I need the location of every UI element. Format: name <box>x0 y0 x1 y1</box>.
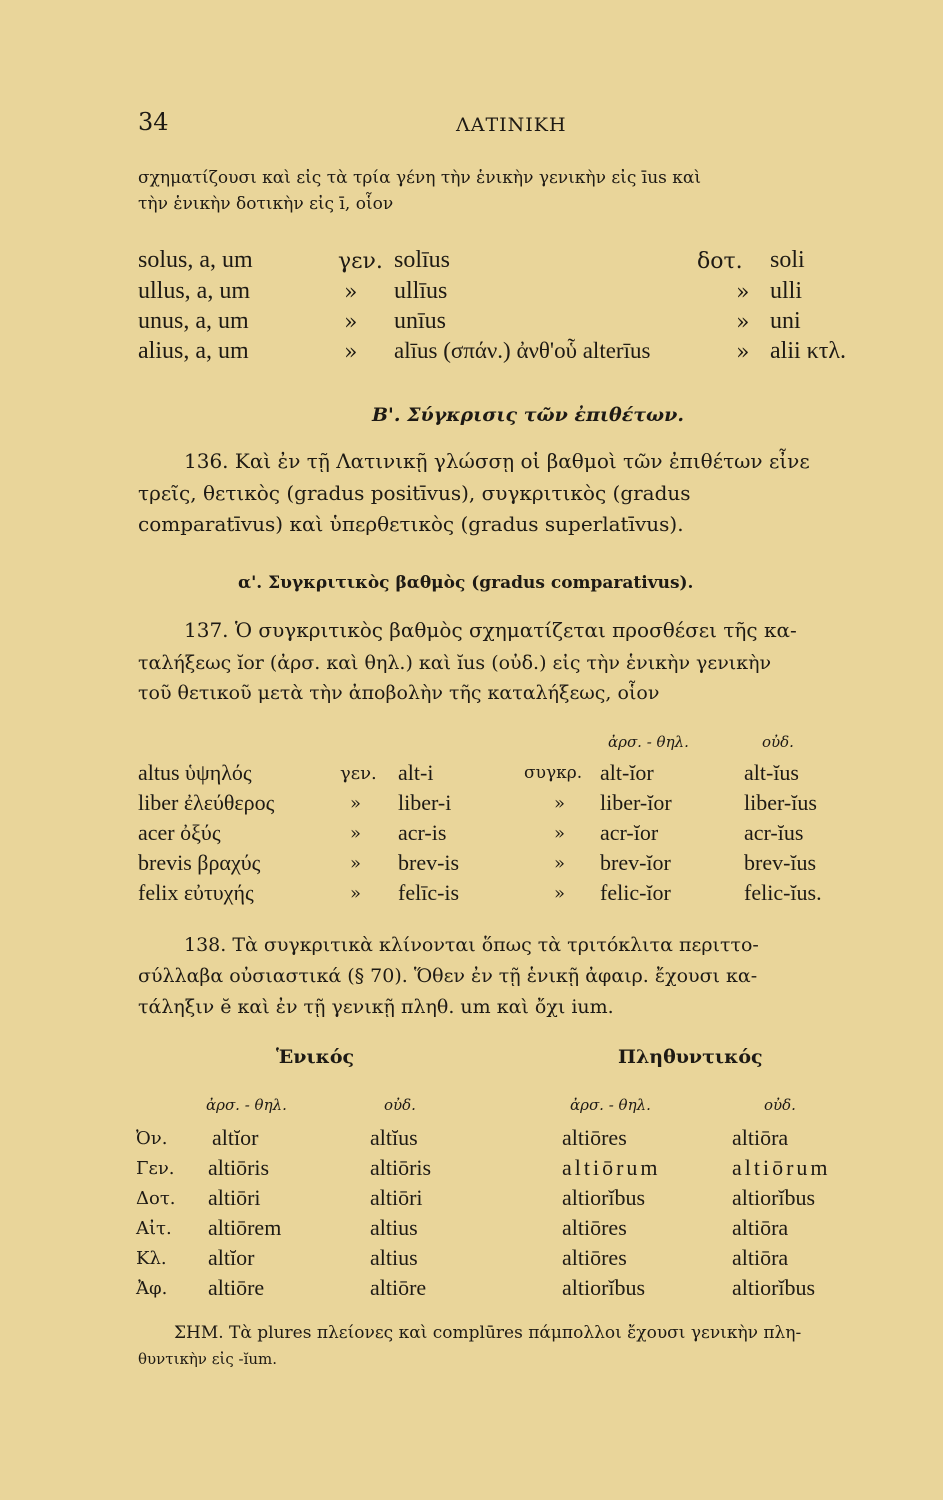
plural-mf-form: altiōres <box>562 1125 627 1150</box>
plural-n-form: altiōra <box>732 1215 789 1240</box>
singular-mf-form: altiōre <box>208 1275 265 1300</box>
comparative-mf-cell: acr-ĭor <box>600 820 659 845</box>
genitive-cell: alt-i <box>398 760 434 785</box>
para-136-line-3: comparatīvus) καὶ ὑπερθετικὸς (gradus superlatīvus). <box>138 512 684 536</box>
plural-neuter-head: οὐδ. <box>764 1096 796 1114</box>
plural-heading: Πληθυντικός <box>618 1046 763 1068</box>
singular-masc-fem-head: ἀρσ. - θηλ. <box>206 1096 287 1114</box>
plural-n-form: altiōra <box>732 1245 789 1270</box>
case-label: Ὀν. <box>136 1128 168 1149</box>
gen-label-cell: » <box>350 853 362 874</box>
page-number: 34 <box>138 108 169 136</box>
comparative-n-cell: felic-ĭus. <box>744 880 822 905</box>
pronoun-gen-label: γεν. <box>338 249 383 274</box>
case-label: Κλ. <box>136 1248 167 1269</box>
plural-masc-fem-head: ἀρσ. - θηλ. <box>570 1096 651 1114</box>
pronoun-nom: alius, a, um <box>138 338 249 364</box>
genitive-cell: brev-is <box>398 850 460 875</box>
para-138-line-2: σύλλαβα οὐσιαστικά (§ 70). Ὅθεν ἐν τῇ ἑνικῇ ἀφαιρ. ἔχουσι κα- <box>138 965 758 987</box>
column-head-neuter: οὐδ. <box>762 733 794 751</box>
adjective-cell: acer ὀξύς <box>138 820 221 845</box>
pronoun-gen: unīus <box>394 308 447 334</box>
comparative-n-cell: alt-ĭus <box>744 760 799 785</box>
adjective-cell: brevis βραχύς <box>138 850 261 875</box>
singular-mf-form: altiōri <box>208 1185 261 1210</box>
pronoun-dat: ulli <box>770 278 803 304</box>
pronoun-gen: alīus (σπάν.) ἀνθ'οὗ alterīus <box>394 338 651 363</box>
pronoun-dat-label: δοτ. <box>697 249 743 274</box>
plural-mf-form: altiorĭbus <box>562 1185 646 1210</box>
comparative-n-cell: acr-ĭus <box>744 820 804 845</box>
singular-mf-form: altiōrem <box>208 1215 282 1240</box>
para-137-line-1: 137. Ὁ συγκριτικὸς βαθμὸς σχηματίζεται προσθέσει τῆς κα- <box>184 618 797 642</box>
singular-mf-form: altĭor <box>212 1125 259 1150</box>
para-138-line-3: τάληξιν ĕ καὶ ἐν τῇ γενικῇ πληθ. um καὶ ὄχι ium. <box>138 996 614 1018</box>
footnote-line-2: θυντικὴν εἰς -ĭum. <box>138 1350 278 1368</box>
para-137-line-2: ταλήξεως ĭor (ἀρσ. καὶ θηλ.) καὶ ĭus (οὐδ.) εἰς τὴν ἑνικὴν γενικὴν <box>138 652 772 674</box>
comp-label-cell: » <box>554 823 566 844</box>
para-137-line-3: τοῦ θετικοῦ μετὰ τὴν ἀποβολὴν τῆς καταλήξεως, οἷον <box>138 682 660 704</box>
singular-mf-form: altiōris <box>208 1155 270 1180</box>
pronoun-gen-label: » <box>344 280 358 305</box>
case-label: Δοτ. <box>136 1188 176 1209</box>
singular-heading: Ἑνικός <box>276 1046 355 1068</box>
gen-label-cell: γεν. <box>340 763 377 784</box>
comp-label-cell: » <box>554 853 566 874</box>
genitive-cell: acr-is <box>398 820 447 845</box>
comparative-mf-cell: brev-ĭor <box>600 850 671 875</box>
comparative-n-cell: liber-ĭus <box>744 790 817 815</box>
comp-label-cell: » <box>554 793 566 814</box>
pronoun-gen-label: » <box>344 310 358 335</box>
intro-line-1: σχηματίζουσι καὶ εἰς τὰ τρία γένη τὴν ἑνικὴν γενικὴν εἰς īus καὶ <box>138 168 702 188</box>
subsection-heading: α'. Συγκριτικὸς βαθμὸς (gradus comparativus). <box>238 573 694 593</box>
comparative-mf-cell: alt-ĭor <box>600 760 654 785</box>
pronoun-nom: ullus, a, um <box>138 278 250 304</box>
gen-label-cell: » <box>350 823 362 844</box>
pronoun-dat: uni <box>770 308 801 334</box>
para-136-line-1: 136. Καὶ ἐν τῇ Λατινικῇ γλώσσῃ οἱ βαθμοὶ τῶν ἐπιθέτων εἶνε <box>184 449 810 473</box>
pronoun-nom: unus, a, um <box>138 308 249 334</box>
case-label: Ἀφ. <box>136 1278 168 1299</box>
case-label: Γεν. <box>136 1158 175 1179</box>
genitive-cell: felīc-is <box>398 880 460 905</box>
plural-mf-form: altiōres <box>562 1245 627 1270</box>
para-136-line-2: τρεῖς, θετικὸς (gradus positīvus), συγκριτικὸς (gradus <box>138 481 691 505</box>
comparative-mf-cell: liber-ĭor <box>600 790 672 815</box>
pronoun-dat-label: » <box>736 340 750 365</box>
comp-label-cell: » <box>554 883 566 904</box>
comp-label-cell: συγκρ. <box>524 763 583 783</box>
plural-n-form: altiorĭbus <box>732 1185 816 1210</box>
running-title: ΛΑΤΙΝΙΚΗ <box>456 114 567 136</box>
plural-n-form: altiorĭbus <box>732 1275 816 1300</box>
intro-line-2: τὴν ἑνικὴν δοτικὴν εἰς ī, οἷον <box>138 194 394 214</box>
comparative-mf-cell: felic-ĭor <box>600 880 671 905</box>
adjective-cell: felix εὐτυχής <box>138 880 254 905</box>
adjective-cell: altus ὑψηλός <box>138 760 252 785</box>
singular-mf-form: altĭor <box>208 1245 255 1270</box>
plural-mf-form: altiorĭbus <box>562 1275 646 1300</box>
plural-mf-form: altiōrum <box>562 1155 661 1180</box>
footnote-line-1: ΣΗΜ. Τὰ plures πλείονες καὶ complūres πάμπολλοι ἔχουσι γενικὴν πλη- <box>174 1323 802 1343</box>
adjective-cell: liber ἐλεύθερος <box>138 790 275 815</box>
pronoun-dat: soli <box>770 247 805 273</box>
case-label: Αἰτ. <box>136 1218 172 1239</box>
column-head-masc-fem: ἀρσ. - θηλ. <box>608 733 689 751</box>
pronoun-dat-label: » <box>736 280 750 305</box>
singular-n-form: altĭus <box>370 1125 418 1150</box>
singular-n-form: altiōre <box>370 1275 427 1300</box>
pronoun-gen-label: » <box>344 340 358 365</box>
pronoun-dat-label: » <box>736 310 750 335</box>
singular-n-form: altiōri <box>370 1185 423 1210</box>
pronoun-gen: ullīus <box>394 278 448 304</box>
gen-label-cell: » <box>350 883 362 904</box>
singular-neuter-head: οὐδ. <box>384 1096 416 1114</box>
singular-n-form: altiōris <box>370 1155 432 1180</box>
gen-label-cell: » <box>350 793 362 814</box>
plural-n-form: altiōra <box>732 1125 789 1150</box>
plural-n-form: altiōrum <box>732 1155 831 1180</box>
pronoun-gen: solīus <box>394 247 451 273</box>
genitive-cell: liber-i <box>398 790 452 815</box>
para-138-line-1: 138. Τὰ συγκριτικὰ κλίνονται ὅπως τὰ τριτόκλιτα περιττο- <box>184 934 759 956</box>
pronoun-nom: solus, a, um <box>138 247 253 273</box>
pronoun-dat: alii κτλ. <box>770 338 847 364</box>
singular-n-form: altius <box>370 1215 418 1240</box>
singular-n-form: altius <box>370 1245 418 1270</box>
comparative-n-cell: brev-ĭus <box>744 850 817 875</box>
section-heading: Β'. Σύγκρισις τῶν ἐπιθέτων. <box>372 404 684 426</box>
plural-mf-form: altiōres <box>562 1215 627 1240</box>
